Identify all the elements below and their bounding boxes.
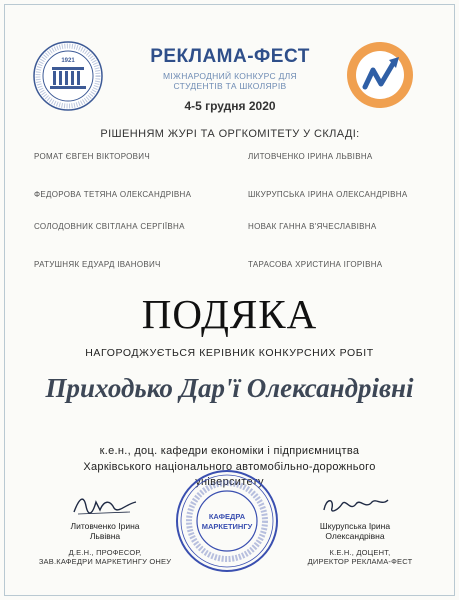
- reklama-fest-logo: [345, 40, 415, 110]
- signer-left-role-line2: ЗАВ.КАФЕДРИ МАРКЕТИНГУ ОНЕУ: [38, 557, 172, 566]
- jury-member-name: РАТУШНЯК ЕДУАРД ІВАНОВИЧ: [34, 260, 161, 269]
- jury-member-name: ЛИТОВЧЕНКО ІРИНА ЛЬВІВНА: [248, 152, 373, 161]
- jury-member: [248, 222, 433, 231]
- signer-right-name-line1: Шкурупська Ірина: [319, 521, 391, 531]
- department-stamp: [174, 468, 280, 574]
- jury-member-name: ФЕДОРОВА ТЕТЯНА ОЛЕКСАНДРІВНА: [34, 190, 192, 199]
- signature-left: [70, 492, 140, 518]
- jury-member-name: РОМАТ ЄВГЕН ВІКТОРОВИЧ: [34, 152, 150, 161]
- stamp-text-line1: КАФЕДРА: [208, 512, 246, 521]
- signer-left-role: [30, 548, 180, 566]
- signer-right-role-line2: ДИРЕКТОР РЕКЛАМА-ФЕСТ: [307, 557, 413, 566]
- jury-member: [34, 260, 219, 269]
- university-logo: [32, 40, 104, 112]
- jury-member: [34, 222, 219, 231]
- jury-member-name: СОЛОДОВНИК СВІТЛАНА СЕРГІЇВНА: [34, 222, 185, 231]
- signer-left-role-line1: Д.Е.Н., ПРОФЕСОР,: [68, 548, 142, 557]
- signature-right: [318, 492, 390, 518]
- jury-member-name: НОВАК ГАННА В'ЯЧЕСЛАВІВНА: [248, 222, 377, 231]
- jury-member-name: ШКУРУПСЬКА ІРИНА ОЛЕКСАНДРІВНА: [248, 190, 408, 199]
- signer-left: [40, 521, 170, 541]
- certificate-title: ПОДЯКА: [141, 291, 318, 337]
- festival-subtitle-line1: МІЖНАРОДНИЙ КОНКУРС ДЛЯ: [163, 71, 297, 81]
- signer-left-name-line1: Литовченко Ірина: [70, 521, 140, 531]
- festival-subtitle-line2: СТУДЕНТІВ ТА ШКОЛЯРІВ: [173, 81, 287, 91]
- jury-heading: РІШЕННЯМ ЖУРІ ТА ОРГКОМІТЕТУ У СКЛАДІ:: [100, 128, 360, 140]
- jury-member: [248, 190, 433, 199]
- signer-right: [290, 521, 420, 541]
- awarded-text: НАГОРОДЖУЄТЬСЯ КЕРІВНИК КОНКУРСНИХ РОБІТ: [85, 347, 374, 359]
- jury-member-name: ТАРАСОВА ХРИСТИНА ІГОРІВНА: [248, 260, 383, 269]
- festival-dates: 4-5 грудня 2020: [184, 99, 276, 113]
- signer-right-role: [285, 548, 435, 566]
- stamp-text-line2: МАРКЕТИНГУ: [201, 522, 253, 531]
- recipient-name: Приходько Дар'ї Олександрівні: [45, 373, 414, 403]
- recipient-position-line2: Харківського національного автомобільно-дорожнього: [83, 461, 376, 473]
- jury-member: [248, 152, 433, 161]
- signer-right-role-line1: К.Е.Н., ДОЦЕНТ,: [329, 548, 391, 557]
- signer-right-name-line2: Олександрівна: [325, 531, 385, 541]
- jury-member: [34, 152, 219, 161]
- signer-left-name-line2: Львівна: [89, 531, 121, 541]
- recipient-position-line1: к.е.н., доц. кафедри економіки і підприємництва: [99, 445, 360, 457]
- logo-year: 1921: [61, 58, 75, 64]
- recipient-position-line3: університету: [195, 476, 264, 488]
- jury-member: [34, 190, 219, 199]
- jury-member: [248, 260, 433, 269]
- festival-title: РЕКЛАМА-ФЕСТ: [150, 46, 310, 67]
